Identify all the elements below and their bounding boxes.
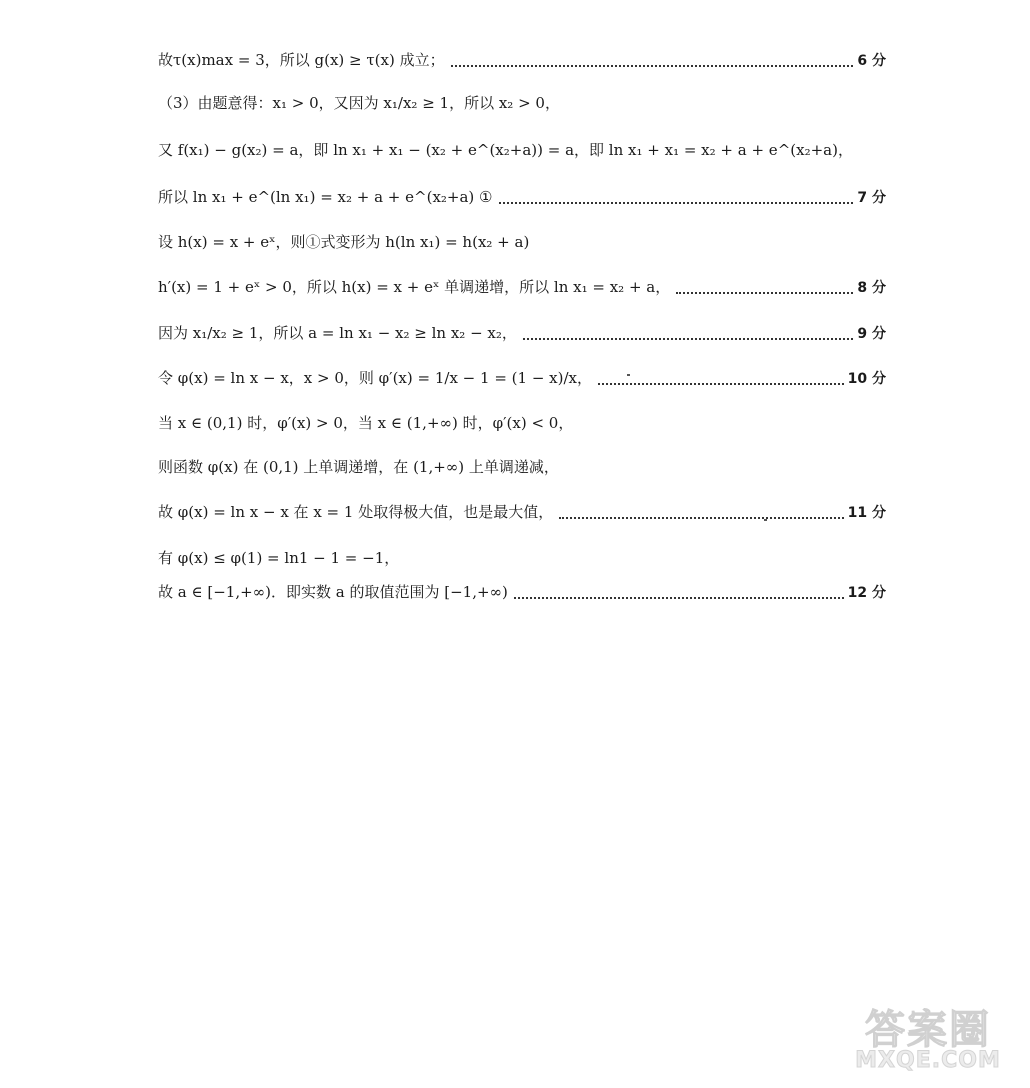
solution-line-4 — [158, 186, 886, 209]
line-text: h′(x) = 1 + eˣ > 0，所以 h(x) = x + eˣ 单调递增，所以 ln x₁ = x₂ + a， — [158, 278, 671, 296]
line-text: 又 f(x₁) − g(x₂) = a，即 ln x₁ + x₁ − (x₂ + e^(x₂+a)) = a，即 ln x₁ + x₁ = x₂ + a + e^(x₂+a)， — [158, 141, 853, 159]
dot-leader — [499, 202, 854, 204]
solution-line-2 — [158, 92, 886, 114]
line-text: 有 φ(x) ≤ φ(1) = ln1 − 1 = −1， — [158, 549, 400, 567]
score-label: 10 分 — [847, 371, 886, 387]
score-label: 11 分 — [847, 505, 886, 521]
watermark-title: 答案圈 — [865, 1007, 991, 1053]
line-text: 令 φ(x) = ln x − x，x > 0，则 φ′(x) = 1/x − 1 = (1 − x)/x， — [158, 369, 592, 387]
solution-line-3 — [158, 139, 886, 161]
solution-line-6 — [158, 276, 886, 299]
score-label: 7 分 — [857, 190, 886, 206]
line-text: 故τ(x)max = 3，所以 g(x) ≥ τ(x) 成立； — [158, 51, 445, 69]
line-text: 因为 x₁/x₂ ≥ 1，所以 a = ln x₁ − x₂ ≥ ln x₂ − x₂， — [158, 324, 517, 342]
solution-line-7 — [158, 322, 886, 345]
line-text: 则函数 φ(x) 在 (0,1) 上单调递增，在 (1,+∞) 上单调递减， — [158, 458, 559, 476]
dot-leader — [514, 597, 844, 599]
line-text: 当 x ∈ (0,1) 时，φ′(x) > 0，当 x ∈ (1,+∞) 时，φ′(x) < 0， — [158, 414, 574, 432]
scan-speck — [764, 519, 767, 521]
solution-line-13 — [158, 581, 886, 604]
scan-speck — [627, 374, 630, 376]
dot-leader — [523, 338, 853, 340]
watermark-url: MXQE.COM — [855, 1048, 1001, 1073]
line-text: （3）由题意得：x₁ > 0，又因为 x₁/x₂ ≥ 1，所以 x₂ > 0， — [158, 94, 560, 112]
watermark-logo — [838, 998, 1018, 1078]
score-label: 8 分 — [857, 280, 886, 296]
solution-line-9 — [158, 412, 886, 434]
solution-line-8 — [158, 367, 886, 390]
line-text: 故 a ∈ [−1,+∞)．即实数 a 的取值范围为 [−1,+∞) — [158, 583, 508, 601]
score-label: 6 分 — [857, 53, 886, 69]
solution-line-1 — [158, 49, 886, 72]
solution-line-5 — [158, 231, 886, 253]
dot-leader — [676, 292, 853, 294]
solution-line-11 — [158, 501, 886, 524]
line-text: 设 h(x) = x + eˣ，则①式变形为 h(ln x₁) = h(x₂ + a) — [158, 233, 530, 251]
dot-leader — [451, 65, 854, 67]
score-label: 9 分 — [857, 326, 886, 342]
line-text: 故 φ(x) = ln x − x 在 x = 1 处取得极大值，也是最大值， — [158, 503, 554, 521]
solution-line-10 — [158, 456, 886, 478]
score-label: 12 分 — [847, 585, 886, 601]
line-text: 所以 ln x₁ + e^(ln x₁) = x₂ + a + e^(x₂+a) ① — [158, 188, 493, 206]
solution-line-12 — [158, 547, 886, 569]
dot-leader — [559, 517, 843, 519]
dot-leader — [598, 383, 844, 385]
